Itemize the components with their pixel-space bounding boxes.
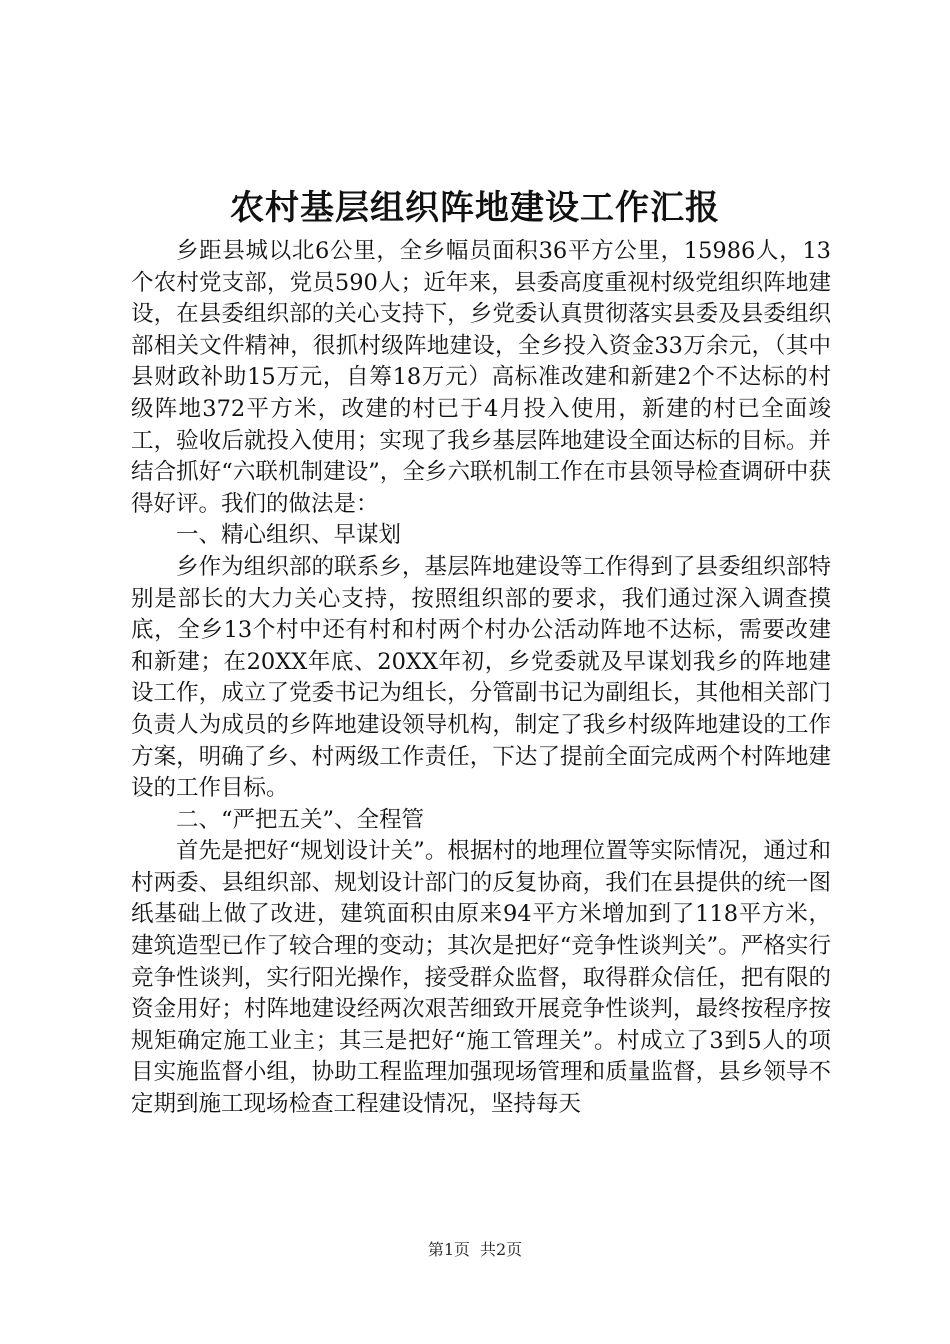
page-total: 共2页 bbox=[480, 1240, 523, 1259]
paragraph-section-2: 首先是把好“规划设计关”。根据村的地理位置等实际情况，通过和村两委、县组织部、规划设计部门的反复协商，我们在县提供的统一图纸基础上做了改进，建筑面积由原来94平方米增加到了118平方米，建筑造型已作了较合理的变动；其次是把好“竞争性谈判关”。严格实行竞争性谈判，实行阳光操作，接受群众监督，取得群众信任，把有限的资金用好；村阵地建设经两次艰苦细致开展竞争性谈判，最终按程序按规矩确定施工业主；其三是把好“施工管理关”。村成立了3到5人的项目实施监督小组，协助工程监理加强现场管理和质量监督，县乡领导不定期到施工现场检查工程建设情况，坚持每天 bbox=[131, 838, 831, 1118]
page-number: 第1页 bbox=[427, 1240, 470, 1259]
paragraph-intro: 乡距县城以北6公里，全乡幅员面积36平方公里，15986人，13个农村党支部，党员590人；近年来，县委高度重视村级党组织阵地建设，在县委组织部的关心支持下，乡党委认真贯彻落实县委及县委组织部相关文件精神，很抓村级阵地建设，全乡投入资金33万余元，（其中县财政补助15万元，自筹18万元）高标准改建和新建2个不达标的村级阵地372平方米，改建的村已于4月投入使用，新建的村已全面竣工，验收后就投入使用；实现了我乡基层阵地建设全面达标的目标。并结合抓好“六联机制建设”，全乡六联机制工作在市县领导检查调研中获得好评。我们的做法是： bbox=[131, 238, 831, 517]
document-body bbox=[131, 236, 831, 1121]
document-title: 农村基层组织阵地建设工作汇报 bbox=[230, 188, 720, 228]
paragraph-section-1: 乡作为组织部的联系乡，基层阵地建设等工作得到了县委组织部特别是部长的大力关心支持，按照组织部的要求，我们通过深入调查摸底，全乡13个村中还有村和村两个村办公活动阵地不达标，需要改建和新建；在20XX年底、20XX年初，乡党委就及早谋划我乡的阵地建设工作，成立了党委书记为组长，分管副书记为副组长，其他相关部门负责人为成员的乡阵地建设领导机构，制定了我乡村级阵地建设的工作方案，明确了乡、村两级工作责任，下达了提前全面完成两个村阵地建设的工作目标。 bbox=[131, 553, 831, 802]
section-heading-1: 一、精心组织、早谋划 bbox=[176, 522, 402, 549]
section-heading-2: 二、“严把五关”、全程管 bbox=[176, 806, 425, 833]
page-footer bbox=[0, 1238, 950, 1262]
